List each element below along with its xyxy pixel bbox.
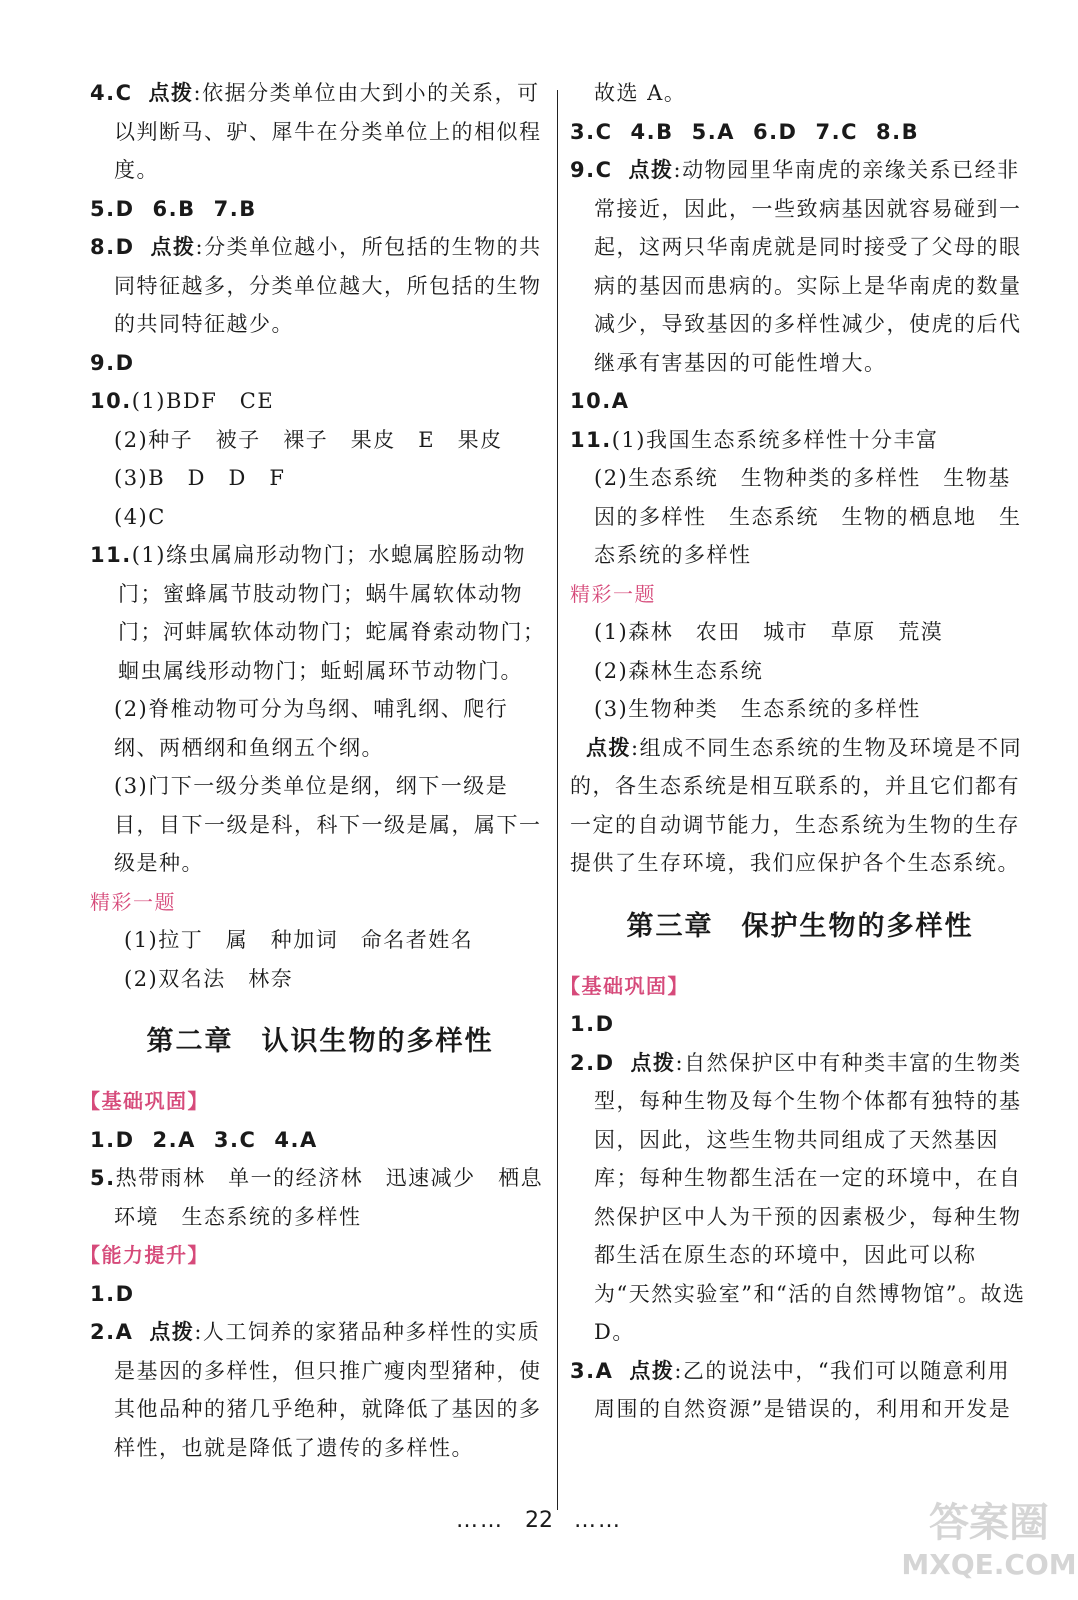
answer-item: 5.D 6.B 7.B <box>90 196 257 221</box>
answer-item: 3.A 点拨:乙的说法中，“我们可以随意利用周围的自然资源”是错误的，利用和开发是 <box>570 1358 1012 1421</box>
tip-paragraph: 点拨:组成不同生态系统的生物及环境是不同的，各生态系统是相互联系的，并且它们都有一定的自动调节能力，生态系统为生物的生存提供了生存环境，我们应保护各个生态系统。 <box>570 735 1023 875</box>
answer-item: 2.A 点拨:人工饲养的家猪品种多样性的实质是基因的多样性，但只推广瘦肉型猪种，使其他品种的猪几乎绝种，就降低了基因的多样性，也就是降低了遗传的多样性。 <box>90 1320 542 1460</box>
chapter-title: 第三章 保护生物的多样性 <box>626 910 974 942</box>
answer-line: (2)脊椎动物可分为鸟纲、哺乳纲、爬行纲、两栖纲和鱼纲五个纲。 <box>114 697 509 760</box>
answer-line: (4)C <box>114 504 166 529</box>
answer-item: 11.(1)我国生态系统多样性十分丰富 <box>570 427 939 452</box>
highlight-heading: 精彩一题 <box>90 889 176 914</box>
answer-item: 4.C 点拨:依据分类单位由大到小的关系，可以判断马、驴、犀牛在分类单位上的相似程度。 <box>90 81 542 182</box>
answer-line: (2)双名法 林奈 <box>124 966 294 991</box>
answer-item: 10.(1)BDF CE <box>90 389 275 413</box>
chapter-title: 第二章 认识生物的多样性 <box>146 1026 494 1057</box>
answer-line: (3)门下一级分类单位是纲，纲下一级是目，目下一级是科，科下一级是属，属下一级是种。 <box>114 774 542 875</box>
answer-item: 1.D <box>570 1012 615 1036</box>
answer-line: (3)生物种类 生态系统的多样性 <box>594 697 921 721</box>
right-column <box>560 74 1030 1429</box>
answer-item: 8.D 点拨:分类单位越小，所包括的生物的共同特征越多，分类单位越大，所包括的生物的共同特征越少。 <box>90 235 542 336</box>
answer-item: 10.A <box>570 389 630 413</box>
answer-item: 1.D 2.A 3.C 4.A <box>90 1127 318 1152</box>
left-column <box>80 74 550 1467</box>
section-tag: 【基础巩固】 <box>560 973 689 998</box>
highlight-heading: 精彩一题 <box>570 581 656 606</box>
page-footer: …… 22 …… <box>456 1508 622 1533</box>
answer-line: 故选 A。 <box>594 81 687 105</box>
answer-item: 9.D <box>90 350 135 375</box>
svg-text:MXQE.COM: MXQE.COM <box>901 1548 1077 1581</box>
answer-item: 9.C 点拨:动物园里华南虎的亲缘关系已经非常接近，因此，一些致病基因就容易碰到一起，这两只华南虎就是同时接受了父母的眼病的基因而患病的。实际上是华南虎的数量减少，导致基因的多样性减少，使虎的后代继承有害基因的可能性增大。 <box>570 158 1022 375</box>
answer-line: (3)B D D F <box>114 466 286 490</box>
answer-item: 11.(1)绦虫属扁形动物门；水螅属腔肠动物门；蜜蜂属节肢动物门；蜗牛属软体动物门；河蚌属软体动物门；蛇属脊索动物门；蛔虫属线形动物门；蚯蚓属环节动物门。 <box>90 543 546 683</box>
page-number: 22 <box>525 1508 553 1533</box>
answer-line: (2)森林生态系统 <box>594 658 764 683</box>
answer-item: 3.C 4.B 5.A 6.D 7.C 8.B <box>570 119 920 144</box>
answer-line: (2)种子 被子 裸子 果皮 E 果皮 <box>114 427 503 452</box>
column-divider <box>557 90 558 1510</box>
answer-line: (2)生态系统 生物种类的多样性 生物基因的多样性 生态系统 生物的栖息地 生态系统的多样性 <box>594 466 1022 567</box>
answer-line: (1)森林 农田 城市 草原 荒漠 <box>594 620 944 644</box>
answer-item: 1.D <box>90 1281 135 1306</box>
section-tag: 【基础巩固】 <box>80 1089 209 1113</box>
svg-text:答案圈: 答案圈 <box>929 1500 1049 1546</box>
watermark-logo <box>901 1490 1077 1586</box>
answer-line: (1)拉丁 属 种加词 命名者姓名 <box>124 928 474 952</box>
section-tag: 【能力提升】 <box>80 1243 209 1267</box>
answer-item: 5.热带雨林 单一的经济林 迅速减少 栖息环境 生态系统的多样性 <box>90 1166 544 1229</box>
answer-item: 2.D 点拨:自然保护区中有种类丰富的生物类型，每种生物及每个生物个体都有独特的基因，因此，这些生物共同组成了天然基因库；每种生物都生活在一定的环境中，在自然保护区中人为干预的因素极少，每种生物都生活在原生态的环境中，因此可以称为“天然实验室”和“活的自然博物馆”。故选 D。 <box>570 1050 1026 1344</box>
